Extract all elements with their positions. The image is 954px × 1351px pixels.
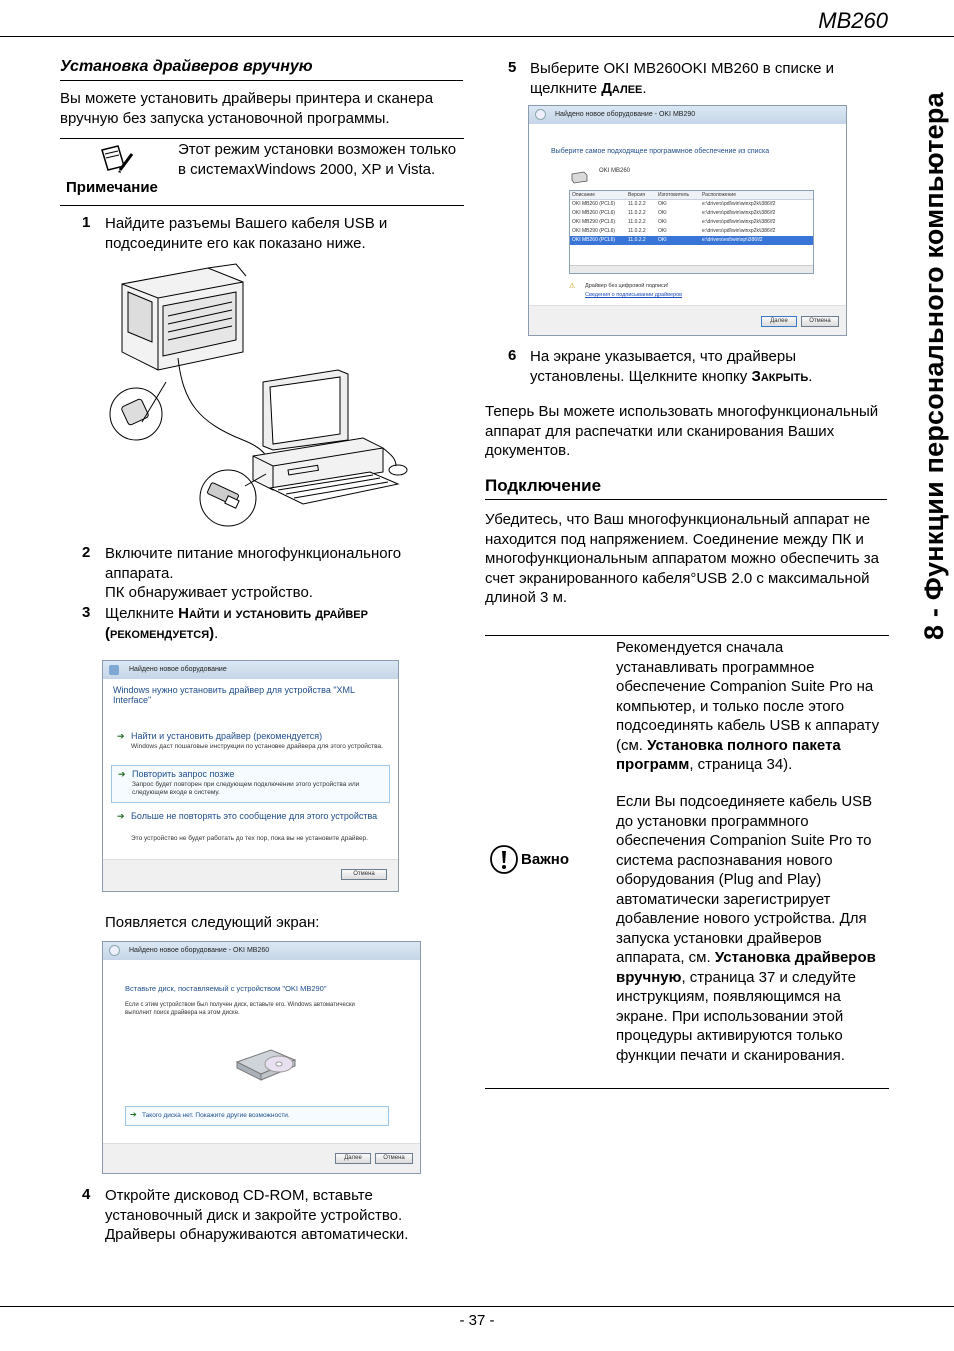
arrow-icon: ➔ — [130, 1110, 137, 1119]
step-number: 6 — [508, 347, 517, 364]
step5-text — [530, 59, 875, 98]
driver-cell: OKI — [658, 237, 667, 243]
important-exclamation-icon — [490, 845, 518, 875]
step-number: 4 — [82, 1186, 91, 1203]
step2-subtext: ПК обнаруживает устройство. — [105, 584, 313, 601]
option-ask-later-desc: Запрос будет повторен при следующем подключении этого устройства или следующем входе в систему. — [132, 781, 360, 796]
cancel-button[interactable]: Отмена — [801, 316, 839, 327]
connection-text: Убедитесь, что Ваш многофункциональный аппарат не находится под напряжением. Соединение между ПК и многофункциональным аппаратом можно обеспечить за счет экранированного кабеля°USB 2.0 с максимальной длиной 3 м. — [485, 511, 879, 606]
dialog-title: Найдено новое оборудование - OKI MB260 — [129, 947, 270, 954]
header-rule — [0, 36, 954, 37]
step1-text: Найдите разъемы Вашего кабеля USB и подсоедините его как показано ниже. — [105, 215, 388, 252]
step-number: 5 — [508, 59, 517, 76]
note-text: Этот режим установки возможен только в системахWindows 2000, XP и Vista. — [178, 141, 457, 178]
no-disk-link: Такого диска нет. Покажите другие возможности. — [142, 1112, 290, 1119]
no-disk-option[interactable] — [125, 1106, 389, 1126]
cancel-button[interactable]: Отмена — [341, 869, 387, 880]
step5-prefix: Выберите OKI MB260OKI MB260 в списке и щелкните — [530, 60, 834, 97]
driver-cell: OKI MB260 (PCL6) — [572, 210, 616, 216]
important-bottom-rule — [485, 1088, 889, 1089]
unsigned-driver-warning: Драйвер без цифровой подписи! — [585, 283, 669, 289]
page-number: - 37 - — [459, 1312, 495, 1329]
driver-cell: OKI MB260 (PCL6) — [572, 237, 616, 243]
step6-text — [530, 347, 870, 386]
usb-connection-illustration — [108, 262, 413, 528]
chapter-side-tab — [885, 40, 954, 640]
important-p2-text: Если Вы подсоединяете кабель USB до установки программного обеспечения Companion Suite Pro то система распознавания нового оборудования (Plug and Play) автоматически зарегистрирует добавление нового устройства. Для запуска установки драйверов аппарата, см. — [616, 793, 873, 966]
column-header[interactable]: Изготовитель — [658, 192, 690, 198]
important-paragraph-1 — [616, 638, 888, 775]
important-top-rule — [485, 635, 889, 636]
driver-row-selected[interactable] — [570, 236, 813, 245]
dialog-footer — [529, 305, 847, 335]
note-pencil-icon — [96, 144, 136, 180]
chapter-title: 8 - Функции персонального компьютера — [919, 92, 949, 640]
driver-list-header — [570, 191, 813, 200]
warning-icon: ⚠ — [569, 283, 576, 290]
dialog-titlebar — [103, 661, 398, 679]
option-find-install[interactable]: Найти и установить драйвер (рекомендуется) — [131, 731, 323, 741]
dialog-title: Найдено новое оборудование - OKI MB290 — [555, 111, 696, 118]
driver-cell: 11.0.2.2 — [628, 210, 646, 216]
step4-text: Откройте дисковод CD-ROM, вставьте установочный диск и закройте устройство. Драйверы обнаруживаются автоматически. — [105, 1187, 409, 1243]
dialog-heading: Вставьте диск, поставляемый с устройством "OKI MB290" — [125, 984, 327, 993]
step2-text: Включите питание многофункционального аппарата. — [105, 545, 402, 582]
section-title-connection: Подключение — [485, 476, 602, 495]
after-install-text: Теперь Вы можете использовать многофункциональный аппарат для распечатки или сканирования Ваших документов. — [485, 403, 879, 459]
column-header[interactable]: Версия — [628, 192, 645, 198]
step-number: 1 — [82, 214, 91, 231]
back-arrow-icon[interactable] — [535, 109, 546, 120]
driver-cell: OKI — [658, 210, 667, 216]
dialog-footer — [103, 1143, 421, 1173]
intro-text: Вы можете установить драйверы принтера и сканера вручную без запуска установочной программы. — [60, 90, 434, 127]
next-button[interactable]: Далее — [761, 316, 797, 327]
dialog-heading: Windows нужно установить драйвер для устройства "XML Interface" — [113, 685, 355, 705]
important-p1-text: Рекомендуется сначала устанавливать программное обеспечение Companion Suite Pro на компьютер, и только после этого подсоединять кабель USB к аппарату (см. — [616, 639, 880, 754]
column-header[interactable]: Расположение — [702, 192, 736, 198]
driver-signing-link[interactable]: Сведения о подписывании драйверов — [585, 292, 683, 298]
driver-row[interactable] — [570, 209, 813, 218]
driver-cell: OKI — [658, 228, 667, 234]
document-model-title: MB260 — [818, 8, 888, 33]
driver-row[interactable] — [570, 227, 813, 236]
arrow-icon: ➔ — [117, 731, 125, 741]
step6-suffix: . — [808, 367, 813, 385]
driver-cell: e:\drivers\pdl\win\winxp2k\i386\f2 — [702, 219, 776, 225]
important-p1-page: , страница 34). — [689, 756, 793, 773]
driver-cell: e:\drivers\ext\win\xp\i386\f2 — [702, 237, 763, 243]
section-rule — [485, 499, 887, 500]
full-package-ref: Установка полного пакета программ — [616, 736, 841, 773]
important-label: Важно — [521, 851, 570, 868]
dialog-heading: Выберите самое подходящее программное обеспечение из списка — [551, 148, 770, 155]
step-number: 3 — [82, 604, 91, 621]
option-dont-ask-desc: Это устройство не будет работать до тех пор, пока вы не установите драйвер. — [131, 835, 368, 842]
close-ref: Закрыть — [751, 367, 809, 385]
step5-suffix: . — [642, 79, 647, 97]
dialog-titlebar — [103, 942, 420, 960]
step3-suffix: . — [214, 624, 219, 642]
column-header[interactable]: Описание — [572, 192, 596, 198]
option-ask-later-box[interactable] — [111, 765, 390, 803]
select-driver-dialog — [528, 105, 847, 336]
driver-cell: OKI MB290 (PCL6) — [572, 219, 616, 225]
driver-cell: e:\drivers\pdl\win\winxp2k\i386\f2 — [702, 210, 776, 216]
horizontal-scrollbar[interactable] — [570, 265, 813, 273]
dialog-titlebar — [529, 106, 846, 124]
arrow-icon: ➔ — [118, 769, 126, 779]
important-p2-page: , страница 37 и следуйте инструкциям, появляющимся на экране. При использовании этой процедуры активируются только функции печати и сканирования. — [616, 968, 856, 1064]
appears-text: Появляется следующий экран: — [105, 914, 320, 931]
option-find-install-desc: Windows даст пошаговые инструкции по установке драйвера для этого устройства. — [131, 743, 383, 750]
next-ref: Далее — [601, 79, 643, 97]
printer-icon — [569, 170, 589, 184]
note-label: Примечание — [66, 179, 158, 196]
section-rule — [60, 80, 463, 81]
driver-cell: OKI MB260 (PCL6) — [572, 201, 616, 207]
step3-prefix: Щелкните — [105, 605, 179, 622]
arrow-icon: ➔ — [117, 811, 125, 821]
hardware-icon — [109, 665, 119, 675]
driver-row[interactable] — [570, 218, 813, 227]
dialog-desc: Если с этим устройством был получен диск, вставьте его. Windows автоматически выполнит поиск драйвера на этом диске. — [125, 1002, 355, 1016]
dialog-title: Найдено новое оборудование — [129, 666, 227, 673]
important-paragraph-2 — [616, 792, 888, 1065]
back-arrow-icon[interactable] — [109, 945, 120, 956]
driver-cell: OKI — [658, 201, 667, 207]
option-dont-ask[interactable]: Больше не повторять это сообщение для этого устройства — [131, 811, 378, 821]
step6-prefix: На экране указывается, что драйверы установлены. Щелкните кнопку — [530, 348, 797, 385]
cancel-button[interactable]: Отмена — [375, 1153, 413, 1164]
find-install-driver-ref: Найти и установить драйвер (рекомендуется) — [105, 605, 368, 642]
step-number: 2 — [82, 544, 91, 561]
driver-cell: 11.0.2.2 — [628, 237, 646, 243]
driver-cell: e:\drivers\pdl\win\winxp2k\i386\f2 — [702, 201, 776, 207]
driver-cell: e:\drivers\pdl\win\winxp2k\i386\f2 — [702, 228, 776, 234]
insert-disk-dialog — [102, 941, 421, 1174]
manual-install-ref: Установка драйверов вручную — [616, 949, 876, 986]
cd-drive-icon — [231, 1036, 301, 1086]
note-bottom-rule — [60, 205, 464, 206]
driver-cell: 11.0.2.2 — [628, 201, 646, 207]
device-name: OKI MB260 — [599, 168, 631, 174]
driver-cell: 11.0.2.2 — [628, 219, 646, 225]
driver-cell: 11.0.2.2 — [628, 228, 646, 234]
driver-cell: OKI — [658, 219, 667, 225]
found-new-hardware-dialog — [102, 660, 399, 892]
option-ask-later: Повторить запрос позже — [132, 769, 235, 779]
footer-rule — [0, 1306, 954, 1307]
driver-cell: OKI MB290 (PCL6) — [572, 228, 616, 234]
driver-list[interactable] — [569, 190, 814, 274]
driver-row[interactable] — [570, 200, 813, 209]
step3-text — [105, 604, 435, 643]
note-top-rule — [60, 138, 464, 139]
section-title-manual-install: Установка драйверов вручную — [60, 58, 313, 75]
next-button[interactable]: Далее — [335, 1153, 371, 1164]
